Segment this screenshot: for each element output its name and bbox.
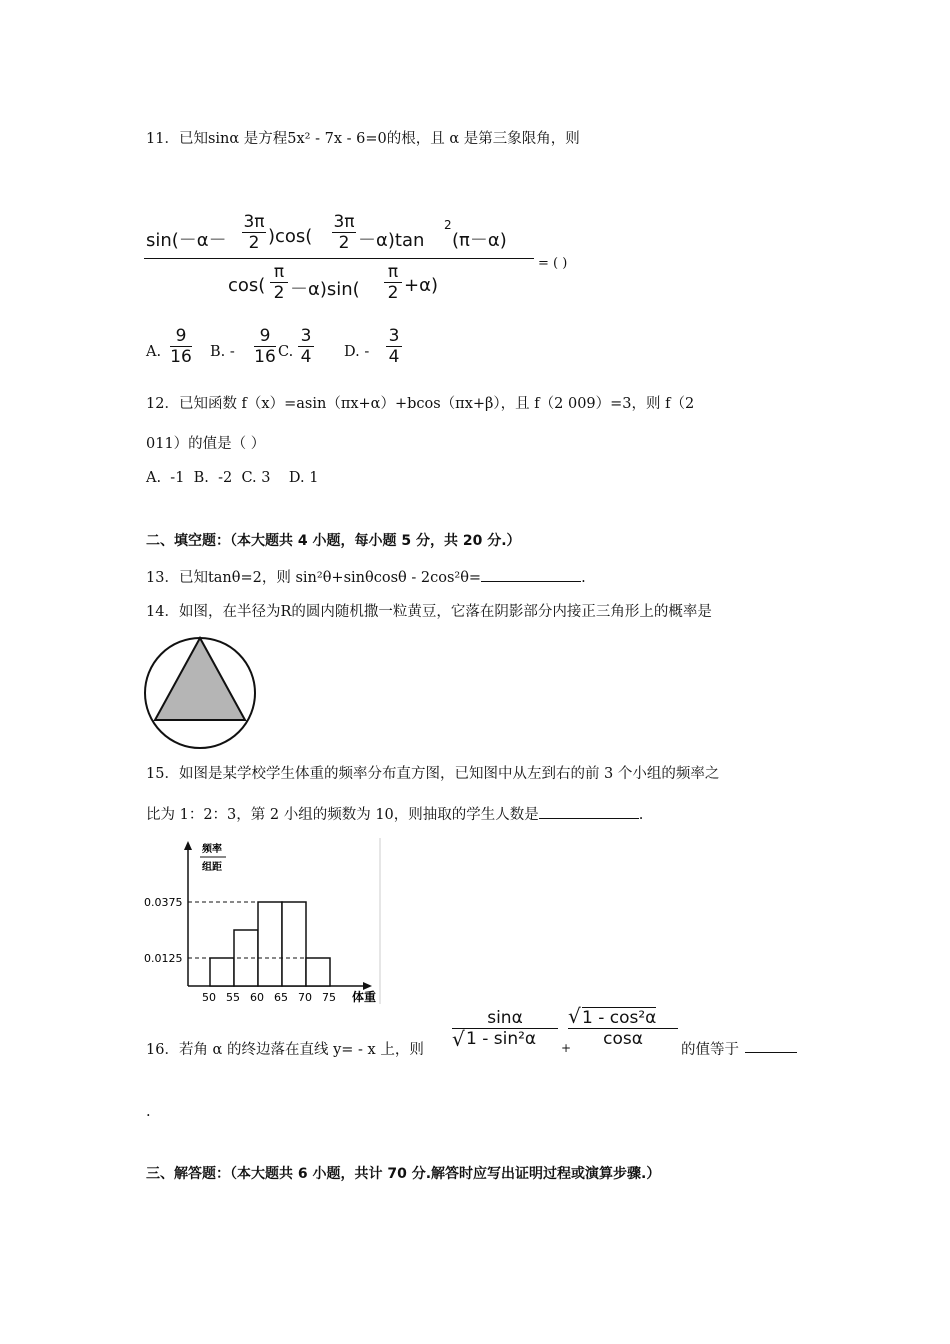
frac-num: 3π	[333, 212, 355, 232]
frac-num: π	[273, 262, 285, 282]
option-d-fraction	[386, 326, 402, 367]
option-d-label: D. -	[344, 344, 370, 360]
q11-square: 2	[444, 218, 452, 232]
y-tick-label: 0.0125	[144, 952, 183, 965]
q15-line1: 15．如图是某学校学生体重的频率分布直方图，已知图中从左到右的前 3 个小组的频率之	[146, 766, 720, 782]
frac-den: 4	[386, 346, 402, 367]
q13-text	[146, 566, 586, 587]
frac-den: 2	[270, 282, 288, 303]
y-label-bottom: 组距	[202, 862, 222, 873]
q11-frac-3pi-2	[242, 212, 266, 253]
x-tick-label: 60	[250, 991, 264, 1004]
x-tick-label: 50	[202, 991, 216, 1004]
q16-suffix: 的值等于	[681, 1042, 739, 1058]
option-c-label: C.	[278, 344, 294, 360]
q11-den-part3: +α)	[404, 275, 438, 296]
q11-num-part1: sin(－α－	[146, 230, 227, 251]
q11-main-fraction-bar	[144, 258, 534, 259]
q12-line2: 011）的值是（ ）	[146, 436, 266, 452]
sqrt-icon: √	[568, 1004, 581, 1028]
q11-frac-pi-2b	[384, 262, 402, 303]
q16-dot: .	[146, 1104, 151, 1120]
option-a-fraction	[170, 326, 192, 367]
frac-den: 16	[170, 347, 192, 367]
q11-num-part4: (π－α)	[452, 230, 507, 251]
option-b-fraction	[254, 326, 276, 367]
frac-num: 3π	[243, 212, 265, 232]
q11-den-part1: cos(	[228, 275, 266, 296]
x-axis-arrow	[363, 982, 372, 990]
frac-num: sinα	[487, 1008, 523, 1028]
x-ticks-group	[202, 991, 336, 1004]
q13-end: .	[581, 570, 586, 586]
q16-plus: +	[561, 1041, 572, 1055]
q16-prefix: 16．若角 α 的终边落在直线 y= - x 上，则	[146, 1042, 424, 1058]
q15-answer-blank[interactable]	[539, 804, 639, 819]
q12-line1: 12．已知函数 f（x）=asin（πx+α）+bcos（πx+β），且 f（2 009）=3，则 f（2	[146, 396, 695, 412]
y-label-top: 频率	[202, 844, 222, 855]
bars-group	[210, 902, 330, 986]
x-tick-label: 55	[226, 991, 240, 1004]
histogram-bar-65-70	[282, 902, 306, 986]
histogram-bar-50-55	[210, 958, 234, 986]
frac-den: √ 1 - sin²α	[452, 1028, 558, 1049]
q14-text: 14．如图，在半径为R的圆内随机撒一粒黄豆，它落在阴影部分内接正三角形上的概率是	[146, 604, 712, 620]
frac-den: 16	[254, 347, 276, 367]
frac-num: 9	[175, 326, 187, 346]
x-tick-label: 65	[274, 991, 288, 1004]
q15-line2	[146, 803, 643, 824]
q11-frac-pi-2	[270, 262, 288, 303]
frac-num: 3	[388, 326, 400, 346]
option-c-fraction	[298, 326, 314, 367]
x-tick-label: 70	[298, 991, 312, 1004]
histogram-bar-60-65	[258, 902, 282, 986]
option-a-label: A.	[146, 344, 162, 360]
frac-den: cosα	[568, 1028, 678, 1049]
q11-tail: = ( )	[538, 256, 568, 271]
frac-den: 4	[298, 346, 314, 367]
q13-question: 13．已知tanθ=2，则 sin²θ+sinθcosθ - 2cos²θ=	[146, 570, 482, 586]
frac-num: 3	[300, 326, 312, 346]
frac-num: 9	[259, 326, 271, 346]
y-axis-arrow	[184, 841, 192, 850]
x-axis-label: 体重	[352, 990, 377, 1004]
q16-fraction-1	[452, 1008, 558, 1049]
sqrt-icon: √	[452, 1027, 465, 1051]
q16-fraction-2	[568, 1004, 678, 1049]
option-b-label: B. -	[210, 344, 235, 360]
frac-num: π	[387, 262, 399, 282]
q15-end: .	[638, 807, 644, 823]
q13-answer-blank[interactable]	[481, 567, 581, 582]
q11-stem: 11．已知sinα 是方程5x² - 7x - 6=0的根，且 α 是第三象限角，则	[146, 131, 580, 147]
frac-den: 2	[332, 232, 356, 253]
q11-frac-3pi-2b	[332, 212, 356, 253]
section3-heading: 三、解答题：（本大题共 6 小题，共计 70 分.解答时应写出证明过程或演算步骤.）	[146, 1166, 661, 1182]
q16-answer-blank[interactable]	[745, 1052, 797, 1053]
frac-den: 2	[384, 282, 402, 303]
q11-num-part2: )cos(	[268, 226, 313, 247]
q11-num-part3: －α)tan	[358, 230, 425, 251]
circle-triangle-figure	[144, 634, 258, 754]
q12-options: A. -1 B. -2 C. 3 D. 1	[146, 470, 319, 486]
q11-den-part2: －α)sin(	[290, 279, 360, 300]
y-tick-label: 0.0375	[144, 896, 183, 909]
frac-num: √ 1 - cos²α	[568, 1004, 657, 1028]
q15-question: 比为 1：2：3，第 2 小组的频数为 10，则抽取的学生人数是	[146, 807, 539, 823]
frac-den: 2	[242, 232, 266, 253]
histogram-bar-70-75	[306, 958, 330, 986]
frequency-histogram	[140, 838, 385, 1004]
section2-heading: 二、填空题：（本大题共 4 小题，每小题 5 分，共 20 分.）	[146, 533, 521, 549]
x-tick-label: 75	[322, 991, 336, 1004]
